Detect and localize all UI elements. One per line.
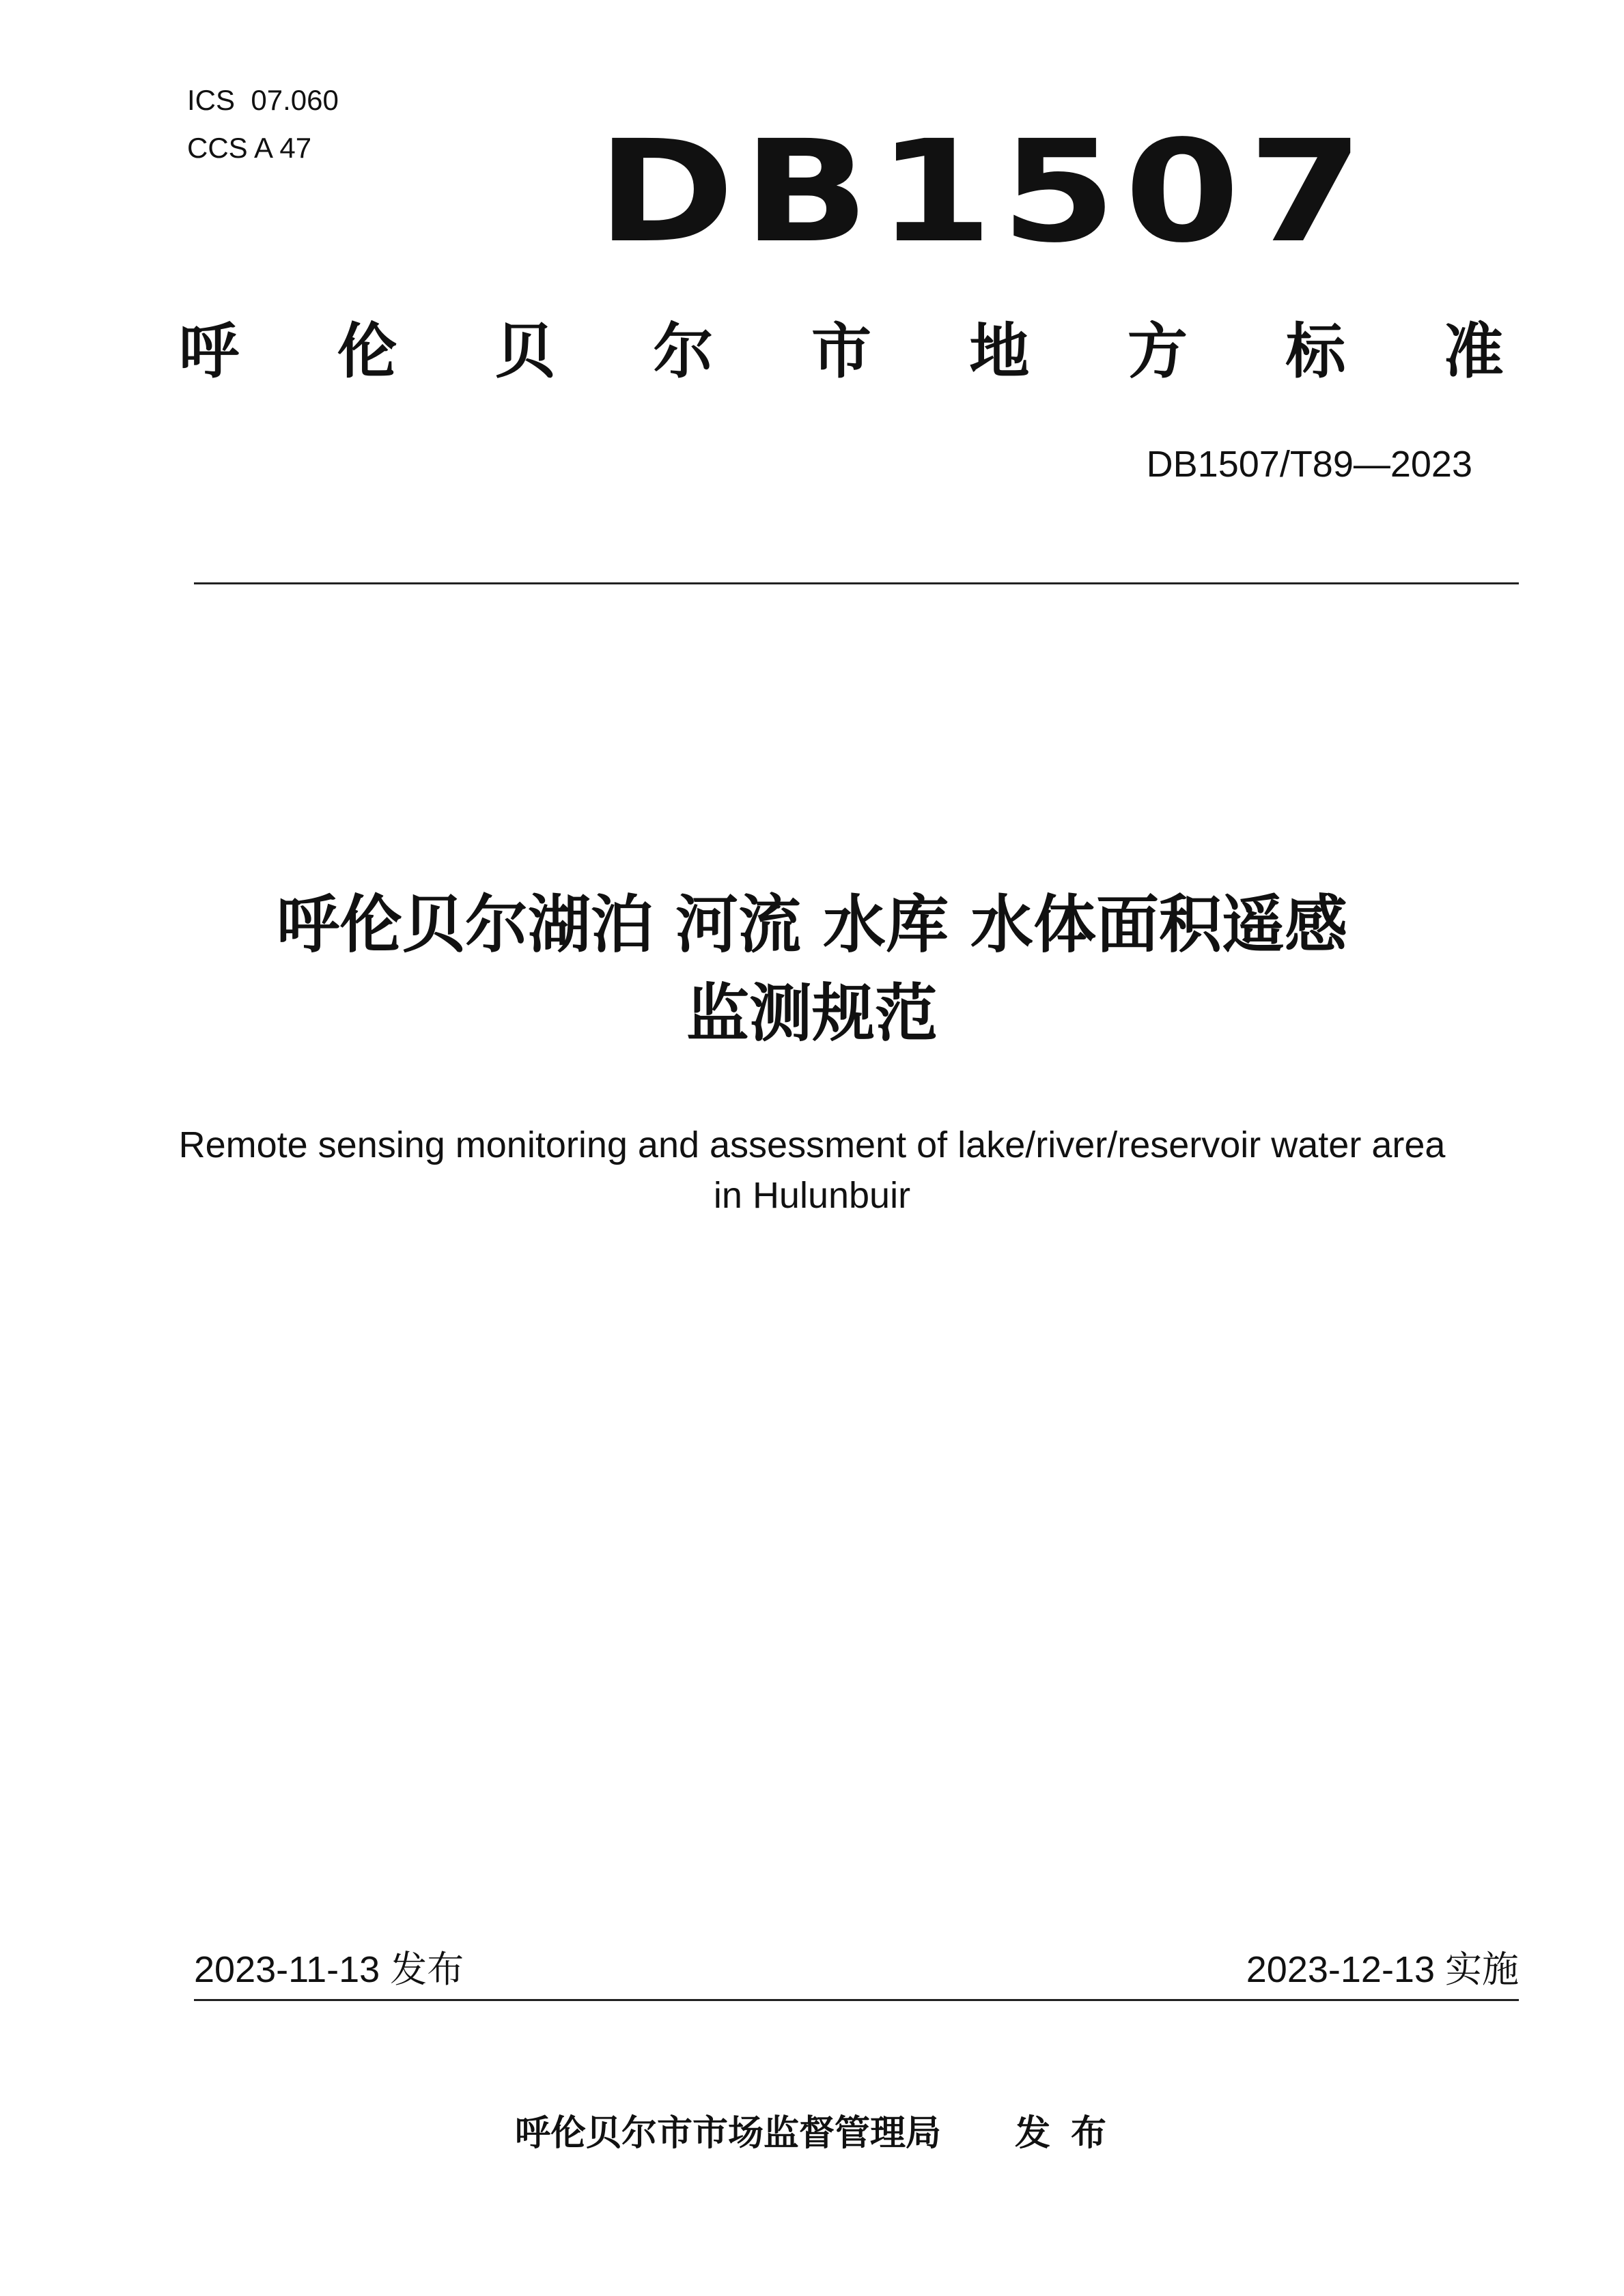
- publisher-name: 呼伦贝尔市市场监督管理局: [515, 2113, 942, 2154]
- standard-type-char: 贝: [494, 316, 555, 386]
- chinese-title: [137, 881, 1487, 1058]
- english-title-line-2: in Hulunbuir: [713, 1175, 911, 1216]
- implementation-date: 2023-12-13 实施: [1246, 1949, 1519, 1990]
- english-title: [137, 1120, 1487, 1221]
- chinese-title-line-2: 监测规范: [686, 977, 938, 1050]
- standard-type-char: 伦: [337, 316, 397, 386]
- classification-codes: [187, 76, 339, 172]
- standard-type-char: 呼: [179, 316, 240, 386]
- chinese-title-line-1: 呼伦贝尔湖泊 河流 水库 水体面积遥感: [276, 888, 1348, 961]
- standard-type-heading: [179, 317, 1504, 386]
- standard-type-char: 尔: [653, 316, 714, 386]
- standard-type-char: 方: [1127, 316, 1188, 386]
- top-divider: [194, 582, 1519, 584]
- standard-type-char: 标: [1285, 316, 1346, 386]
- ccs-code: CCS A 47: [187, 132, 312, 164]
- standard-type-char: 准: [1443, 316, 1504, 386]
- publish-action: 发布: [1015, 2113, 1128, 2154]
- english-title-line-1: Remote sensing monitoring and assessment of lake/river/reservoir water area: [178, 1124, 1446, 1165]
- standard-prefix-code: DB1507: [596, 110, 1371, 274]
- standard-number: DB1507/T89—2023: [1146, 444, 1472, 485]
- standard-type-char: 地: [969, 316, 1030, 386]
- release-date: 2023-11-13 发布: [194, 1949, 464, 1990]
- bottom-divider: [194, 1999, 1519, 2001]
- publisher-line: [515, 2110, 1127, 2157]
- ics-code: ICS 07.060: [187, 84, 339, 116]
- standard-type-char: 市: [811, 316, 871, 386]
